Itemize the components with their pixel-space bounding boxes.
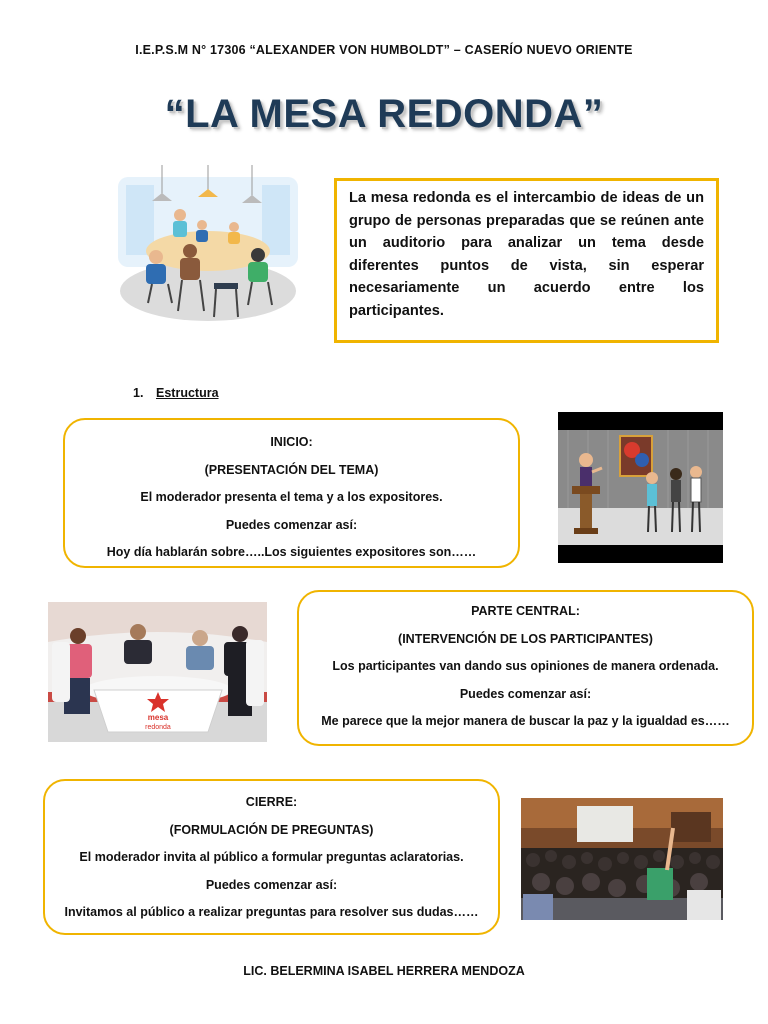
stage-example: Hoy día hablarán sobre…..Los siguientes expositores son…… — [106, 545, 477, 559]
stage-prompt: Puedes comenzar así: — [205, 877, 338, 892]
stage-subtitle: (PRESENTACIÓN DEL TEMA) — [204, 462, 379, 477]
stage-subtitle: (INTERVENCIÓN DE LOS PARTICIPANTES) — [398, 631, 653, 646]
stage-name: INICIO: — [270, 435, 313, 449]
cartoon-panel-image — [558, 412, 723, 563]
stage-prompt: Puedes comenzar así: — [459, 686, 592, 701]
tv-studio-photo — [48, 602, 267, 742]
section-label: Estructura — [156, 386, 219, 400]
stage-description: El moderador invita al público a formular preguntas aclaratorias. — [79, 850, 464, 864]
page-title: “LA MESA REDONDA” — [164, 92, 604, 136]
institution-header: I.E.P.S.M N° 17306 “ALEXANDER VON HUMBOLDT” – CASERÍO NUEVO ORIENTE — [135, 43, 633, 57]
stage-subtitle: (FORMULACIÓN DE PREGUNTAS) — [169, 822, 374, 837]
stage-box-inicio — [63, 418, 520, 568]
tv-logo-line2: redonda — [145, 724, 171, 731]
round-table-illustration — [112, 165, 302, 330]
stage-example: Me parece que la mejor manera de buscar la paz y la igualdad es…… — [321, 714, 730, 728]
stage-prompt: Puedes comenzar así: — [225, 517, 358, 532]
section-number: 1. — [133, 386, 144, 400]
stage-description: El moderador presenta el tema y a los expositores. — [140, 490, 443, 504]
section-heading — [133, 386, 219, 400]
author-footer: LIC. BELERMINA ISABEL HERRERA MENDOZA — [243, 964, 525, 978]
definition-box: La mesa redonda es el intercambio de ideas de un grupo de personas preparadas que se reúnen ante un auditorio para analizar un tema desde diferentes puntos de vista, sin esperar necesariamente un acuerdo entre los participantes. — [334, 178, 719, 343]
stage-description: Los participantes van dando sus opiniones de manera ordenada. — [332, 659, 719, 673]
stage-box-central — [297, 590, 754, 746]
stage-name: CIERRE: — [245, 795, 298, 809]
tv-logo-line1: mesa — [147, 713, 169, 722]
stage-box-cierre — [43, 779, 500, 935]
auditorium-photo — [521, 798, 723, 920]
stage-name: PARTE CENTRAL: — [471, 604, 580, 618]
stage-example: Invitamos al público a realizar preguntas para resolver sus dudas…… — [64, 905, 479, 919]
